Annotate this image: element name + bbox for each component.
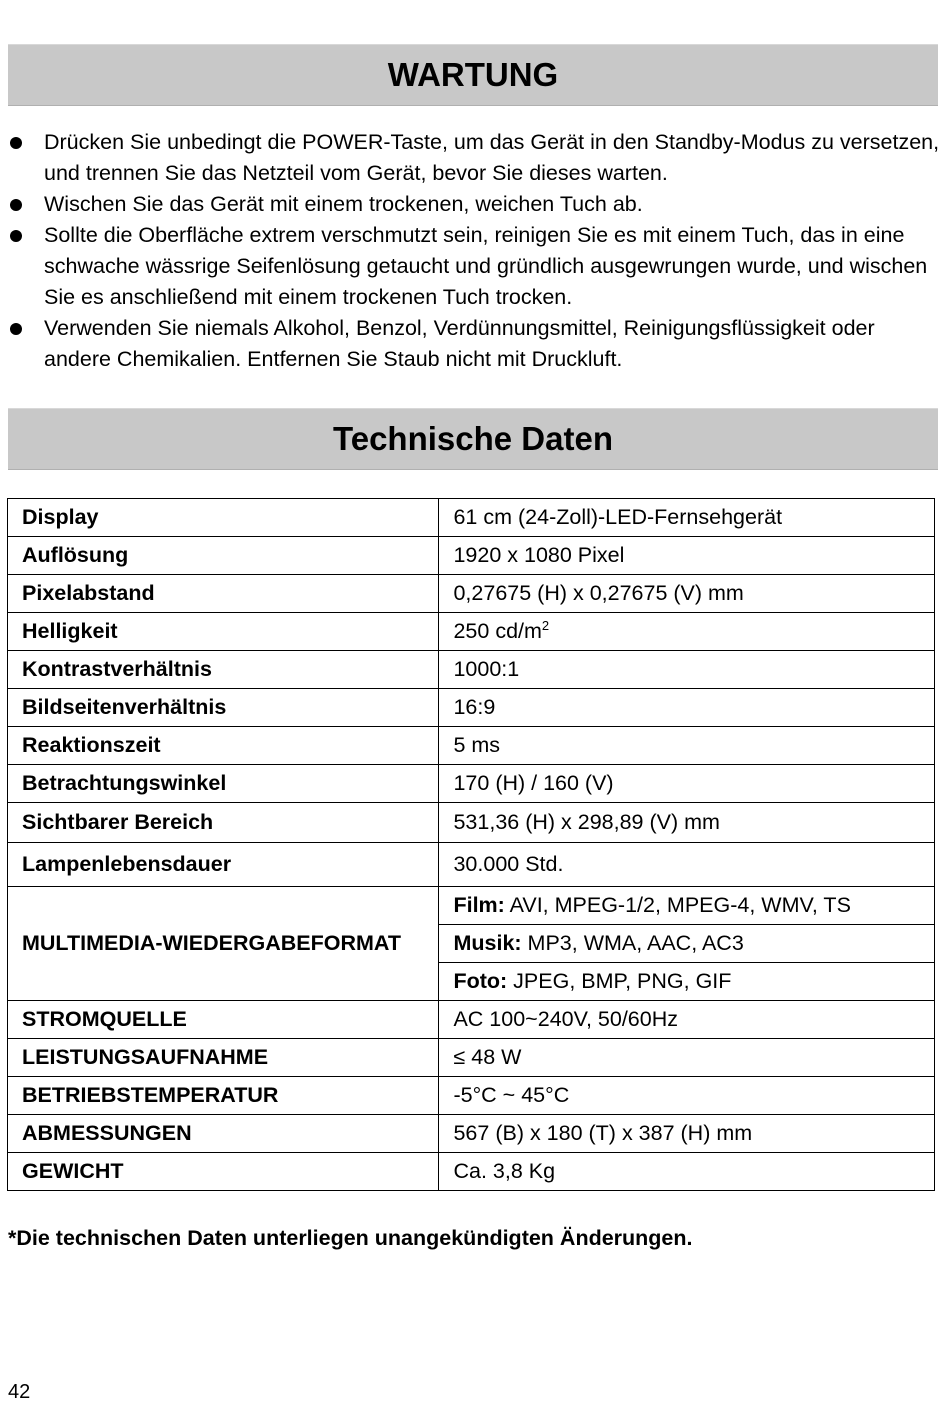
table-row	[8, 843, 935, 887]
spec-value	[439, 963, 935, 1001]
format-label: Musik:	[453, 931, 522, 955]
spec-key: STROMQUELLE	[8, 1001, 439, 1039]
table-row	[8, 1115, 935, 1153]
spec-value: 1000:1	[439, 651, 935, 689]
wartung-title: WARTUNG	[387, 56, 559, 93]
spec-key: BETRIEBSTEMPERATUR	[8, 1077, 439, 1115]
bullet-dot-icon	[10, 199, 22, 211]
table-row	[8, 1001, 935, 1039]
spec-value: 531,36 (H) x 298,89 (V) mm	[439, 803, 935, 843]
spec-key: LEISTUNGSAUFNAHME	[8, 1039, 439, 1077]
spec-key: Betrachtungswinkel	[8, 765, 439, 803]
table-row	[8, 613, 935, 651]
table-row	[8, 651, 935, 689]
spec-key: Helligkeit	[8, 613, 439, 651]
footnote: *Die technischen Daten unterliegen unangekündigten Änderungen.	[8, 1226, 693, 1250]
bullet-text: Wischen Sie das Gerät mit einem trockenen, weichen Tuch ab.	[44, 192, 643, 216]
spec-value	[439, 887, 935, 925]
format-value: AVI, MPEG-1/2, MPEG-4, WMV, TS	[504, 893, 851, 917]
bullet-dot-icon	[10, 137, 22, 149]
spec-value-superscript: 2	[541, 618, 550, 634]
bullet-dot-icon	[10, 323, 22, 335]
spec-key: Display	[8, 499, 439, 537]
spec-value: -5°C ~ 45°C	[439, 1077, 935, 1115]
spec-key: Reaktionszeit	[8, 727, 439, 765]
spec-value: 0,27675 (H) x 0,27675 (V) mm	[439, 575, 935, 613]
table-row	[8, 1077, 935, 1115]
table-row	[8, 803, 935, 843]
table-row	[8, 575, 935, 613]
bullet-text: Verwenden Sie niemals Alkohol, Benzol, Verdünnungsmittel, Reinigungsflüssigkeit oder andere Chemikalien. Entfernen Sie Staub nicht mit Druckluft.	[44, 316, 875, 371]
spec-value: AC 100~240V, 50/60Hz	[439, 1001, 935, 1039]
format-value: JPEG, BMP, PNG, GIF	[507, 969, 732, 993]
format-label: Film:	[453, 893, 505, 917]
spec-key: Auflösung	[8, 537, 439, 575]
spec-key: GEWICHT	[8, 1153, 439, 1191]
wartung-heading	[8, 44, 938, 106]
technische-daten-heading	[8, 408, 938, 470]
spec-value: 567 (B) x 180 (T) x 387 (H) mm	[439, 1115, 935, 1153]
bullet-dot-icon	[10, 230, 22, 242]
spec-value: 1920 x 1080 Pixel	[439, 537, 935, 575]
spec-key: Pixelabstand	[8, 575, 439, 613]
spec-value: 16:9	[439, 689, 935, 727]
list-item	[10, 127, 945, 189]
spec-key: Sichtbarer Bereich	[8, 803, 439, 843]
list-item	[10, 189, 945, 220]
spec-key: Bildseitenverhältnis	[8, 689, 439, 727]
format-value: MP3, WMA, AAC, AC3	[521, 931, 744, 955]
specs-table	[7, 498, 935, 1191]
format-label: Foto:	[453, 969, 508, 993]
page-number: 42	[8, 1381, 31, 1403]
table-row	[8, 689, 935, 727]
table-row	[8, 1039, 935, 1077]
list-item	[10, 313, 945, 375]
spec-value	[439, 613, 935, 651]
spec-key: Lampenlebensdauer	[8, 843, 439, 887]
table-row	[8, 727, 935, 765]
table-row	[8, 765, 935, 803]
spec-key: Kontrastverhältnis	[8, 651, 439, 689]
bullet-text: Sollte die Oberfläche extrem verschmutzt sein, reinigen Sie es mit einem Tuch, das in eine schwache wässrige Seifenlösung getaucht und gründlich ausgewrungen wurde, und wischen Sie es anschließend mit einem trockenen Tuch trocken.	[44, 223, 928, 309]
spec-key: ABMESSUNGEN	[8, 1115, 439, 1153]
wartung-bullet-list	[10, 127, 945, 375]
spec-value: 61 cm (24-Zoll)-LED-Fernsehgerät	[439, 499, 935, 537]
spec-value-text: 250 cd/m	[453, 619, 542, 644]
bullet-text: Drücken Sie unbedingt die POWER-Taste, um das Gerät in den Standby-Modus zu versetzen, und trennen Sie das Netzteil vom Gerät, bevor Sie dieses warten.	[44, 130, 940, 185]
table-row	[8, 499, 935, 537]
table-row	[8, 1153, 935, 1191]
spec-value: Ca. 3,8 Kg	[439, 1153, 935, 1191]
spec-value: 5 ms	[439, 727, 935, 765]
spec-value: ≤ 48 W	[439, 1039, 935, 1077]
spec-value	[439, 925, 935, 963]
technische-daten-title: Technische Daten	[333, 420, 613, 457]
table-row	[8, 887, 935, 925]
spec-value: 170 (H) / 160 (V)	[439, 765, 935, 803]
table-row	[8, 537, 935, 575]
list-item	[10, 220, 945, 313]
spec-value: 30.000 Std.	[439, 843, 935, 887]
spec-key-multimedia: MULTIMEDIA-WIEDERGABEFORMAT	[8, 887, 439, 1001]
